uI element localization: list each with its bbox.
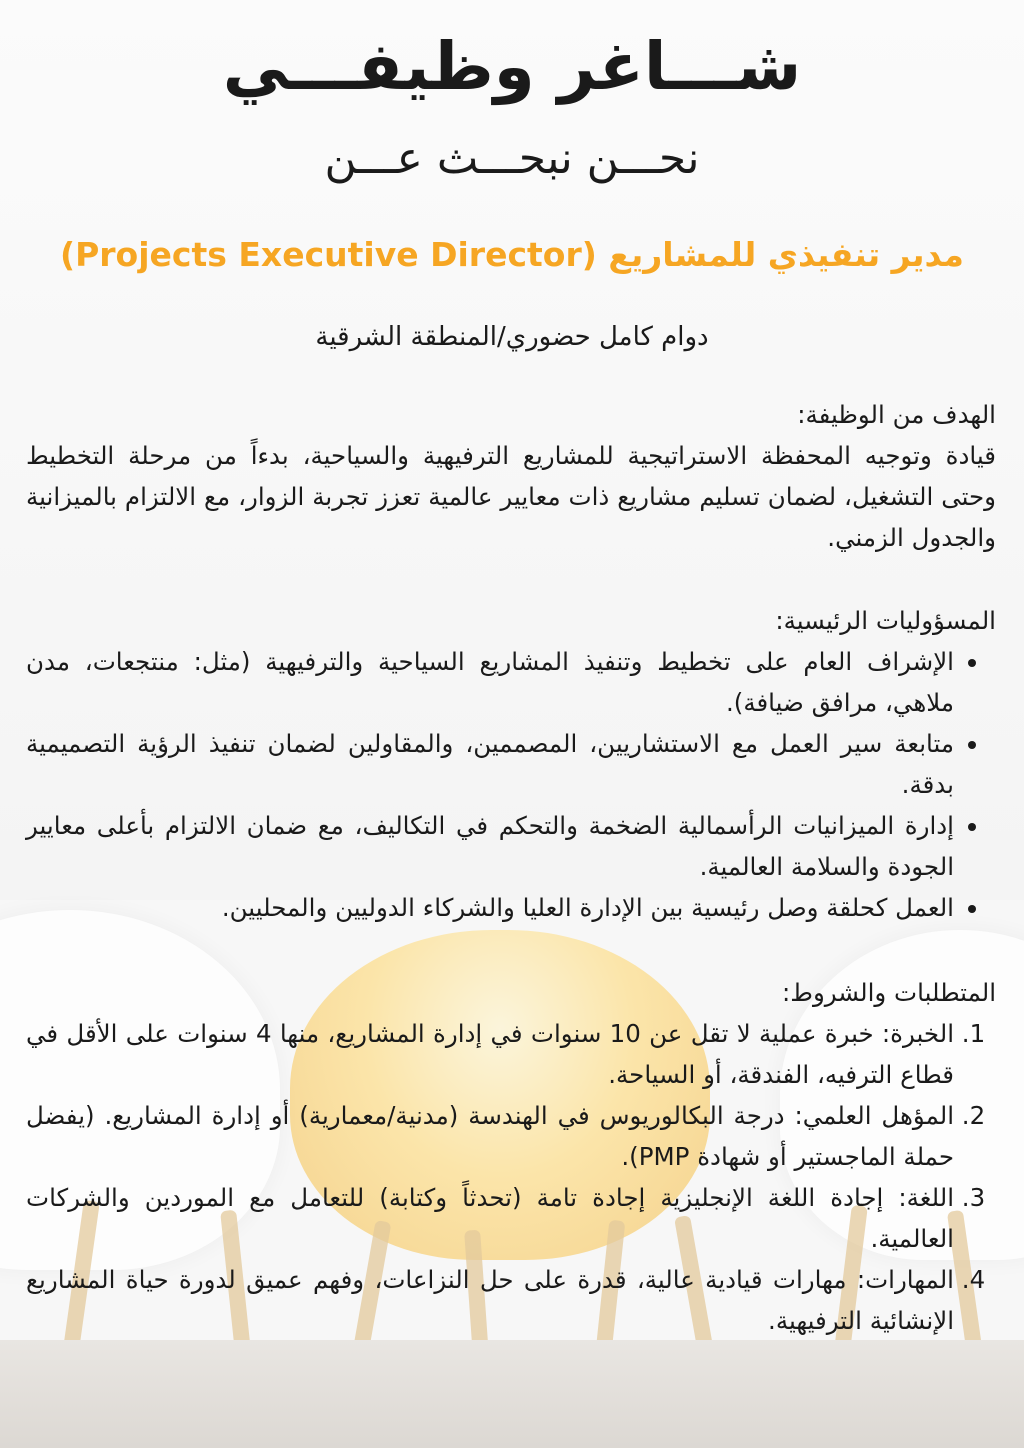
responsibilities-list	[26, 641, 996, 928]
list-item: • الإشراف العام على تخطيط وتنفيذ المشاريع السياحية والترفيهية (مثل: منتجعات، مدن ملاهي، مرافق ضيافة).	[26, 641, 954, 723]
list-item: 1. الخبرة: خبرة عملية لا تقل عن 10 سنوات في إدارة المشاريع، منها 4 سنوات على الأقل في قطاع الترفيه، الفندقة، أو السياحة.	[26, 1013, 954, 1095]
responsibilities-heading: المسؤوليات الرئيسية:	[775, 606, 996, 635]
goal-text: قيادة وتوجيه المحفظة الاستراتيجية للمشاريع الترفيهية والسياحية، بدءاً من مرحلة التخطيط وحتى التشغيل، لضمان تسليم مشاريع ذات معايير عالمية تعزز تجربة الزوار، مع الالتزام بالميزانية والجدول الزمني.	[26, 441, 996, 552]
list-item: 3. اللغة: إجادة اللغة الإنجليزية إجادة تامة (تحدثاً وكتابة) للتعامل مع الموردين والشركات العالمية.	[26, 1177, 954, 1259]
responsibilities-section	[26, 600, 996, 928]
list-item: 2. المؤهل العلمي: درجة البكالوريوس في الهندسة (مدنية/معمارية) أو إدارة المشاريع. (يفضل حملة الماجستير أو شهادة PMP).	[26, 1095, 954, 1177]
goal-heading: الهدف من الوظيفة:	[797, 400, 996, 429]
position-title: مدير تنفيذي للمشاريع (Projects Executive Director)	[59, 235, 964, 274]
requirements-section	[26, 972, 996, 1341]
list-item: • العمل كحلقة وصل رئيسية بين الإدارة العليا والشركاء الدوليين والمحليين.	[26, 887, 954, 928]
list-item: • إدارة الميزانيات الرأسمالية الضخمة والتحكم في التكاليف، مع ضمان الالتزام بأعلى معايير الجودة والسلامة العالمية.	[26, 805, 954, 887]
page-title: شـــاغر وظيفـــي	[222, 28, 802, 105]
requirements-heading: المتطلبات والشروط:	[782, 978, 996, 1007]
goal-section	[26, 394, 996, 558]
list-item: • متابعة سير العمل مع الاستشاريين، المصممين، والمقاولين لضمان تنفيذ الرؤية التصميمية بدقة.	[26, 723, 954, 805]
list-item: 4. المهارات: مهارات قيادية عالية، قدرة على حل النزاعات، وفهم عميق لدورة حياة المشاريع الإنشائية الترفيهية.	[26, 1259, 954, 1341]
subtitle: نحـــن نبحـــث عـــن	[324, 133, 700, 184]
work-type: دوام كامل حضوري/المنطقة الشرقية	[315, 322, 709, 352]
requirements-list	[26, 1013, 996, 1341]
